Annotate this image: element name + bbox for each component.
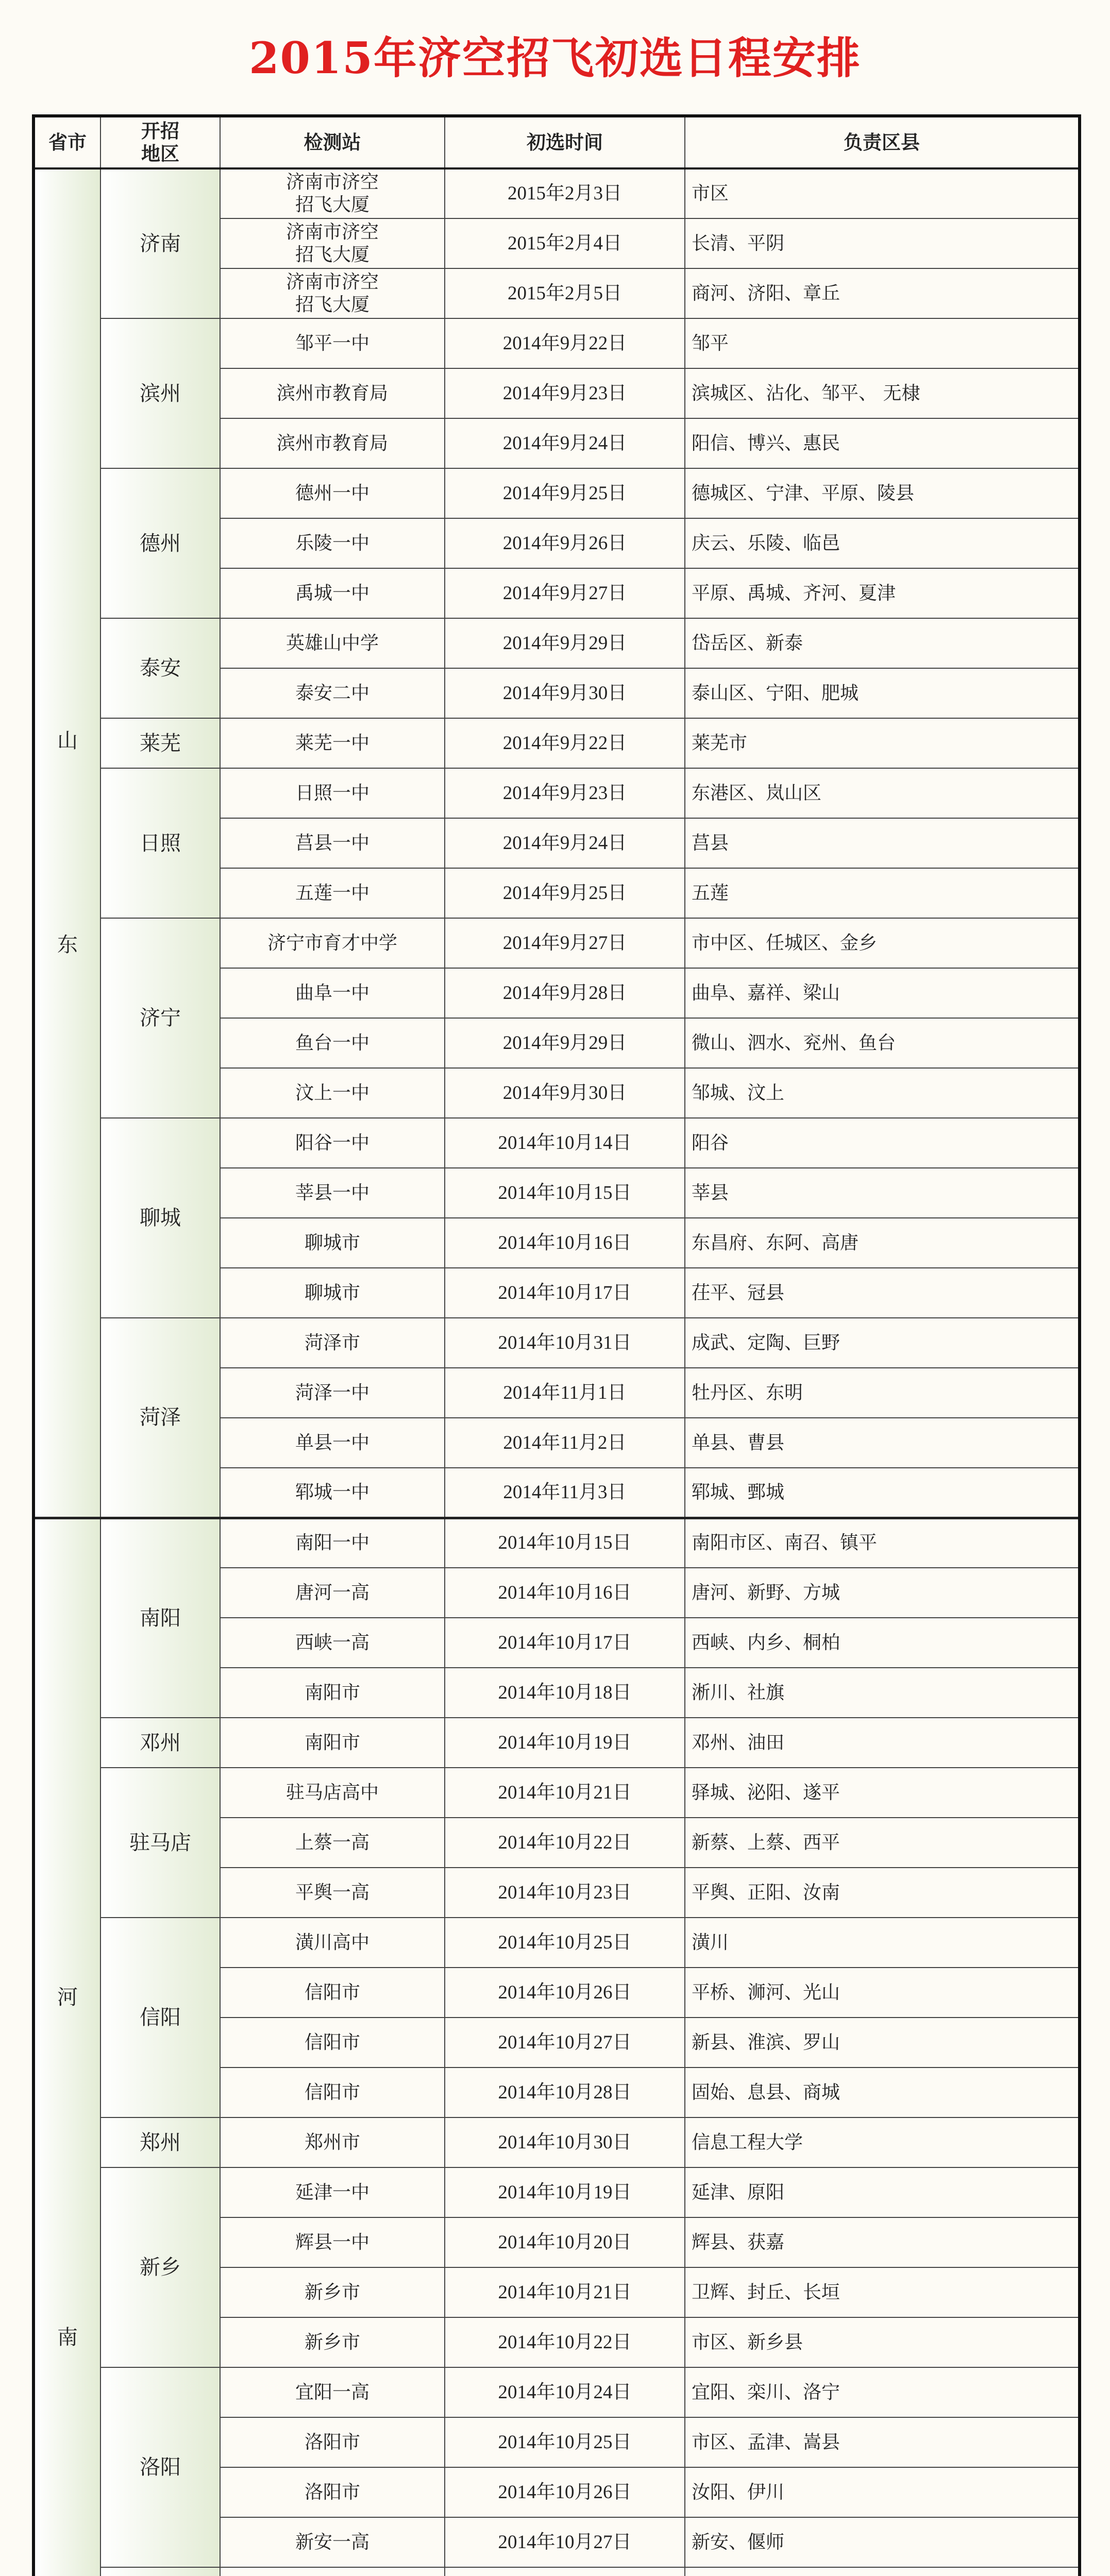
table-row	[33, 1718, 1080, 1768]
date-cell: 2014年10月21日	[445, 1768, 685, 1818]
station-cell: 泰安二中	[220, 668, 445, 718]
city-cell: 南阳	[100, 1518, 220, 1718]
area-cell: 微山、泗水、兖州、鱼台	[685, 1018, 1080, 1068]
station-cell: 洛阳市	[220, 2417, 445, 2467]
date-cell: 2014年10月20日	[445, 2217, 685, 2267]
date-cell: 2014年9月25日	[445, 868, 685, 918]
station-cell: 聊城市	[220, 1218, 445, 1268]
date-cell: 2014年9月27日	[445, 568, 685, 618]
date-cell: 2014年10月22日	[445, 1818, 685, 1868]
area-cell: 汝阳、伊川	[685, 2467, 1080, 2517]
area-cell: 市中区、任城区、金乡	[685, 918, 1080, 968]
station-cell: 聊城市	[220, 1268, 445, 1318]
area-cell: 市区	[685, 168, 1080, 218]
area-cell: 平舆、正阳、汝南	[685, 1868, 1080, 1918]
date-cell: 2014年10月16日	[445, 1568, 685, 1618]
area-cell: 长清、平阴	[685, 218, 1080, 268]
table-row	[33, 618, 1080, 668]
station-cell: 莱芜一中	[220, 718, 445, 768]
province-cell: 河 南	[33, 1518, 100, 2576]
station-cell: 信阳市	[220, 2067, 445, 2117]
station-cell: 滨州市教育局	[220, 368, 445, 418]
station-cell: 单县一中	[220, 1418, 445, 1468]
station-cell: 西峡一高	[220, 1618, 445, 1668]
date-cell: 2014年9月23日	[445, 368, 685, 418]
area-cell: 莒县	[685, 818, 1080, 868]
station-cell: 英雄山中学	[220, 618, 445, 668]
station-cell: 乐陵一中	[220, 518, 445, 568]
date-cell: 2014年10月30日	[445, 2117, 685, 2167]
area-cell: 平原、禹城、齐河、夏津	[685, 568, 1080, 618]
area-cell: 市区、新乡县	[685, 2317, 1080, 2367]
city-cell: 郑州	[100, 2117, 220, 2167]
date-cell: 2014年10月18日	[445, 1668, 685, 1718]
city-cell: 滨州	[100, 318, 220, 468]
area-cell: 潢川	[685, 1918, 1080, 1968]
area-cell: 单县、曹县	[685, 1418, 1080, 1468]
area-cell: 商河、济阳、章丘	[685, 268, 1080, 318]
station-cell: 滨州市教育局	[220, 418, 445, 468]
date-cell: 2014年10月15日	[445, 1168, 685, 1218]
area-cell: 五莲	[685, 868, 1080, 918]
area-cell: 市区、孟津、嵩县	[685, 2417, 1080, 2467]
city-cell: 聊城	[100, 1118, 220, 1318]
date-cell: 2014年9月30日	[445, 1068, 685, 1118]
station-cell: 曲阜一中	[220, 968, 445, 1018]
area-cell: 西峡、内乡、桐柏	[685, 1618, 1080, 1668]
date-cell: 2014年10月19日	[445, 1718, 685, 1768]
date-cell: 2014年9月26日	[445, 518, 685, 568]
area-cell: 辉县、获嘉	[685, 2217, 1080, 2267]
date-cell: 2014年9月30日	[445, 668, 685, 718]
date-cell: 2014年10月16日	[445, 1218, 685, 1268]
area-cell: 郓城、鄄城	[685, 1468, 1080, 1518]
date-cell: 2014年9月25日	[445, 468, 685, 518]
date-cell	[445, 2567, 685, 2576]
date-cell: 2014年9月27日	[445, 918, 685, 968]
station-cell: 延津一中	[220, 2167, 445, 2217]
station-cell: 宜阳一高	[220, 2367, 445, 2417]
area-cell: 牡丹区、东明	[685, 1368, 1080, 1418]
city-cell: 济南	[100, 168, 220, 318]
station-cell: 德州一中	[220, 468, 445, 518]
station-cell: 菏泽市	[220, 1318, 445, 1368]
header-date: 初选时间	[445, 116, 685, 168]
area-cell: 成武、定陶、巨野	[685, 1318, 1080, 1368]
date-cell: 2014年10月14日	[445, 1118, 685, 1168]
station-cell: 新安一高	[220, 2517, 445, 2567]
table-row	[33, 168, 1080, 218]
station-cell: 郓城一中	[220, 1468, 445, 1518]
area-cell: 驿城、泌阳、遂平	[685, 1768, 1080, 1818]
area-cell: 东昌府、东阿、高唐	[685, 1218, 1080, 1268]
area-cell: 平桥、浉河、光山	[685, 1968, 1080, 2018]
station-cell: 新乡市	[220, 2267, 445, 2317]
date-cell: 2014年10月25日	[445, 1918, 685, 1968]
station-cell: 驻马店高中	[220, 1768, 445, 1818]
table-row	[33, 768, 1080, 818]
table-row	[33, 2167, 1080, 2217]
table-row	[33, 318, 1080, 368]
schedule-body	[33, 168, 1080, 2576]
area-cell: 岱岳区、新泰	[685, 618, 1080, 668]
area-cell: 卫辉、封丘、长垣	[685, 2267, 1080, 2317]
station-cell: 平舆一高	[220, 1868, 445, 1918]
date-cell: 2014年10月22日	[445, 2317, 685, 2367]
header-province: 省市	[33, 116, 100, 168]
table-row	[33, 2367, 1080, 2417]
date-cell: 2014年10月31日	[445, 1318, 685, 1368]
station-cell: 上蔡一高	[220, 1818, 445, 1868]
station-cell: 莒县一中	[220, 818, 445, 868]
area-cell: 唐河、新野、方城	[685, 1568, 1080, 1618]
table-row	[33, 918, 1080, 968]
area-cell	[685, 2567, 1080, 2576]
area-cell: 宜阳、栾川、洛宁	[685, 2367, 1080, 2417]
station-cell: 南阳市	[220, 1718, 445, 1768]
station-cell: 邹平一中	[220, 318, 445, 368]
city-cell	[100, 2567, 220, 2576]
date-cell: 2014年11月3日	[445, 1468, 685, 1518]
table-row	[33, 1518, 1080, 1568]
table-row	[33, 1918, 1080, 1968]
station-cell: 禹城一中	[220, 568, 445, 618]
table-row	[33, 2117, 1080, 2167]
date-cell: 2014年10月27日	[445, 2517, 685, 2567]
table-row	[33, 2567, 1080, 2576]
city-cell: 泰安	[100, 618, 220, 718]
area-cell: 南阳市区、南召、镇平	[685, 1518, 1080, 1568]
city-cell: 洛阳	[100, 2367, 220, 2567]
city-cell: 德州	[100, 468, 220, 618]
date-cell: 2014年10月26日	[445, 2467, 685, 2517]
city-cell: 邓州	[100, 1718, 220, 1768]
date-cell: 2014年10月28日	[445, 2067, 685, 2117]
table-row	[33, 1318, 1080, 1368]
area-cell: 东港区、岚山区	[685, 768, 1080, 818]
station-cell: 汶上一中	[220, 1068, 445, 1118]
station-cell: 济南市济空 招飞大厦	[220, 268, 445, 318]
station-cell: 辉县一中	[220, 2217, 445, 2267]
station-cell: 唐河一高	[220, 1568, 445, 1618]
station-cell: 洛阳市	[220, 2467, 445, 2517]
city-cell: 菏泽	[100, 1318, 220, 1518]
area-cell: 莘县	[685, 1168, 1080, 1218]
area-cell: 信息工程大学	[685, 2117, 1080, 2167]
date-cell: 2015年2月3日	[445, 168, 685, 218]
city-cell: 日照	[100, 768, 220, 918]
station-cell: 五莲一中	[220, 868, 445, 918]
date-cell: 2014年10月26日	[445, 1968, 685, 2018]
date-cell: 2014年9月22日	[445, 718, 685, 768]
date-cell: 2014年10月23日	[445, 1868, 685, 1918]
page-title: 2015年济空招飞初选日程安排	[249, 32, 861, 83]
station-cell: 鱼台一中	[220, 1018, 445, 1068]
date-cell: 2014年11月2日	[445, 1418, 685, 1468]
header-row	[33, 116, 1080, 168]
schedule-table	[32, 114, 1081, 2576]
date-cell: 2015年2月4日	[445, 218, 685, 268]
date-cell: 2014年10月21日	[445, 2267, 685, 2317]
station-cell: 潢川高中	[220, 1918, 445, 1968]
area-cell: 滨城区、沾化、邹平、 无棣	[685, 368, 1080, 418]
table-row	[33, 718, 1080, 768]
station-cell: 莘县一中	[220, 1168, 445, 1218]
date-cell: 2014年11月1日	[445, 1368, 685, 1418]
station-cell: 信阳市	[220, 2018, 445, 2067]
date-cell: 2014年9月29日	[445, 1018, 685, 1068]
date-cell: 2014年10月17日	[445, 1268, 685, 1318]
station-cell: 济宁市育才中学	[220, 918, 445, 968]
station-cell: 菏泽一中	[220, 1368, 445, 1418]
city-cell: 信阳	[100, 1918, 220, 2117]
city-cell: 驻马店	[100, 1768, 220, 1918]
date-cell: 2014年10月24日	[445, 2367, 685, 2417]
area-cell: 新安、偃师	[685, 2517, 1080, 2567]
table-row	[33, 1768, 1080, 1818]
station-cell: 南阳市	[220, 1668, 445, 1718]
station-cell: 南阳一中	[220, 1518, 445, 1568]
date-cell: 2014年9月28日	[445, 968, 685, 1018]
area-cell: 邓州、油田	[685, 1718, 1080, 1768]
area-cell: 新蔡、上蔡、西平	[685, 1818, 1080, 1868]
city-cell: 莱芜	[100, 718, 220, 768]
area-cell: 泰山区、宁阳、肥城	[685, 668, 1080, 718]
station-cell: 济南市济空 招飞大厦	[220, 218, 445, 268]
area-cell: 淅川、社旗	[685, 1668, 1080, 1718]
date-cell: 2014年9月23日	[445, 768, 685, 818]
station-cell: 济南市济空 招飞大厦	[220, 168, 445, 218]
area-cell: 邹城、汶上	[685, 1068, 1080, 1118]
table-row	[33, 468, 1080, 518]
date-cell: 2014年10月19日	[445, 2167, 685, 2217]
area-cell: 茌平、冠县	[685, 1268, 1080, 1318]
date-cell: 2014年10月17日	[445, 1618, 685, 1668]
header-station: 检测站	[220, 116, 445, 168]
date-cell: 2014年10月27日	[445, 2018, 685, 2067]
date-cell: 2014年9月29日	[445, 618, 685, 668]
station-cell: 郑州市	[220, 2117, 445, 2167]
area-cell: 固始、息县、商城	[685, 2067, 1080, 2117]
area-cell: 邹平	[685, 318, 1080, 368]
date-cell: 2014年10月15日	[445, 1518, 685, 1568]
date-cell: 2014年10月25日	[445, 2417, 685, 2467]
station-cell	[220, 2567, 445, 2576]
area-cell: 莱芜市	[685, 718, 1080, 768]
header-city: 开招 地区	[100, 116, 220, 168]
station-cell: 日照一中	[220, 768, 445, 818]
header-area: 负责区县	[685, 116, 1080, 168]
date-cell: 2014年9月22日	[445, 318, 685, 368]
city-cell: 新乡	[100, 2167, 220, 2367]
area-cell: 曲阜、嘉祥、梁山	[685, 968, 1080, 1018]
table-row	[33, 1118, 1080, 1168]
province-cell: 山 东	[33, 168, 100, 1518]
area-cell: 延津、原阳	[685, 2167, 1080, 2217]
date-cell: 2015年2月5日	[445, 268, 685, 318]
city-cell: 济宁	[100, 918, 220, 1118]
area-cell: 新县、淮滨、罗山	[685, 2018, 1080, 2067]
area-cell: 庆云、乐陵、临邑	[685, 518, 1080, 568]
area-cell: 阳谷	[685, 1118, 1080, 1168]
area-cell: 阳信、博兴、惠民	[685, 418, 1080, 468]
station-cell: 阳谷一中	[220, 1118, 445, 1168]
station-cell: 新乡市	[220, 2317, 445, 2367]
date-cell: 2014年9月24日	[445, 818, 685, 868]
date-cell: 2014年9月24日	[445, 418, 685, 468]
area-cell: 德城区、宁津、平原、陵县	[685, 468, 1080, 518]
station-cell: 信阳市	[220, 1968, 445, 2018]
